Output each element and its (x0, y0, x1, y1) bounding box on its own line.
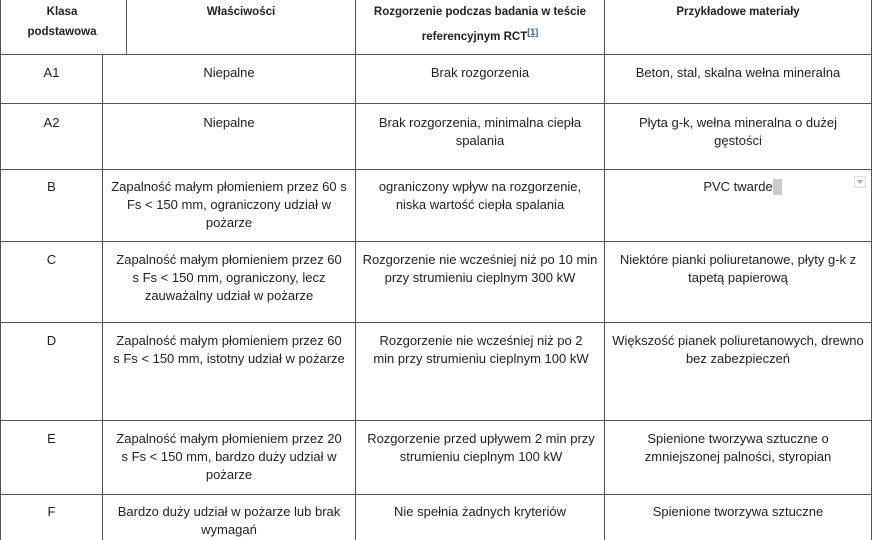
cell-materials: Płyta g-k, wełna mineralna o dużej gęstości (639, 115, 837, 148)
cell-class: E (47, 431, 56, 446)
cell-class: C (46, 252, 57, 267)
cell-ignition: Rozgorzenie nie wcześniej niż po 10 min przy strumieniu cieplnym 300 kW (362, 252, 598, 285)
header-ignition (362, 2, 598, 54)
cell-properties: Zapalność małym płomieniem przez 60 s Fs < 150 mm, ograniczony, lecz zauważalny udział w pożarze (116, 252, 342, 303)
cell-ignition: ograniczony wpływ na rozgorzenie, niska wartość ciepła spalania (378, 179, 582, 212)
cell-class: A1 (43, 65, 60, 80)
header-materials (605, 2, 871, 54)
col-divider (355, 0, 356, 540)
cell-properties: Zapalność małym płomieniem przez 20 s Fs < 150 mm, bardzo duży udział w pożarze (116, 431, 342, 482)
header-ignition-label: Rozgorzenie podczas badania w teście referencyjnym RCT (373, 6, 587, 43)
row-divider (0, 241, 872, 242)
cell-materials: Niektóre pianki poliuretanowe, płyty g-k z tapetą papierową (619, 252, 857, 285)
cell-class: F (47, 504, 56, 519)
reference-link[interactable]: [1] (527, 27, 539, 37)
cell-class: A2 (43, 115, 60, 130)
cell-ignition: Brak rozgorzenia (430, 65, 530, 80)
cell-ignition: Rozgorzenie nie wcześniej niż po 2 min przy strumieniu cieplnym 100 kW (373, 333, 589, 366)
row-divider (0, 322, 872, 323)
cell-materials: Beton, stal, skalna wełna mineralna (635, 65, 841, 80)
row-divider (0, 169, 872, 170)
cell-properties: Zapalność małym płomieniem przez 60 s Fs < 150 mm, istotny udział w pożarze (113, 333, 345, 366)
cell-class: D (46, 333, 57, 348)
header-properties (127, 2, 355, 54)
header-properties-label: Właściwości (206, 6, 276, 18)
header-class-label: Klasa podstawowa (27, 6, 97, 38)
cell-ignition: Brak rozgorzenia, minimalna ciepła spalania (378, 115, 582, 148)
cell-class: B (47, 179, 56, 194)
col-divider (871, 0, 872, 540)
dropdown-arrow-icon[interactable] (854, 176, 866, 188)
cell-ignition: Rozgorzenie przed upływem 2 min przy strumieniu cieplnym 100 kW (367, 431, 595, 464)
cell-properties: Niepalne (203, 65, 255, 80)
cell-ignition: Nie spełnia żadnych kryteriów (394, 504, 566, 519)
row-divider (0, 54, 872, 55)
row-divider (0, 103, 872, 104)
row-divider (0, 420, 872, 421)
cell-properties: Bardzo duży udział w pożarze lub brak wymagań (117, 504, 341, 537)
cell-materials: Spienione tworzywa sztuczne o zmniejszonej palności, styropian (644, 431, 832, 464)
text-cursor (773, 179, 782, 195)
cell-properties: Niepalne (203, 115, 255, 130)
row-divider (0, 494, 872, 495)
cell-materials: Większość pianek poliuretanowych, drewno bez zabezpieczeń (612, 333, 864, 366)
cell-properties: Zapalność małym płomieniem przez 60 s Fs < 150 mm, ograniczony udział w pożarze (111, 179, 347, 230)
col-divider (102, 54, 103, 540)
header-materials-label: Przykładowe materiały (676, 6, 800, 18)
cell-materials: PVC twarde (703, 179, 773, 194)
header-class (12, 2, 112, 54)
cell-materials: Spienione tworzywa sztuczne (652, 504, 824, 519)
col-divider (604, 0, 605, 540)
